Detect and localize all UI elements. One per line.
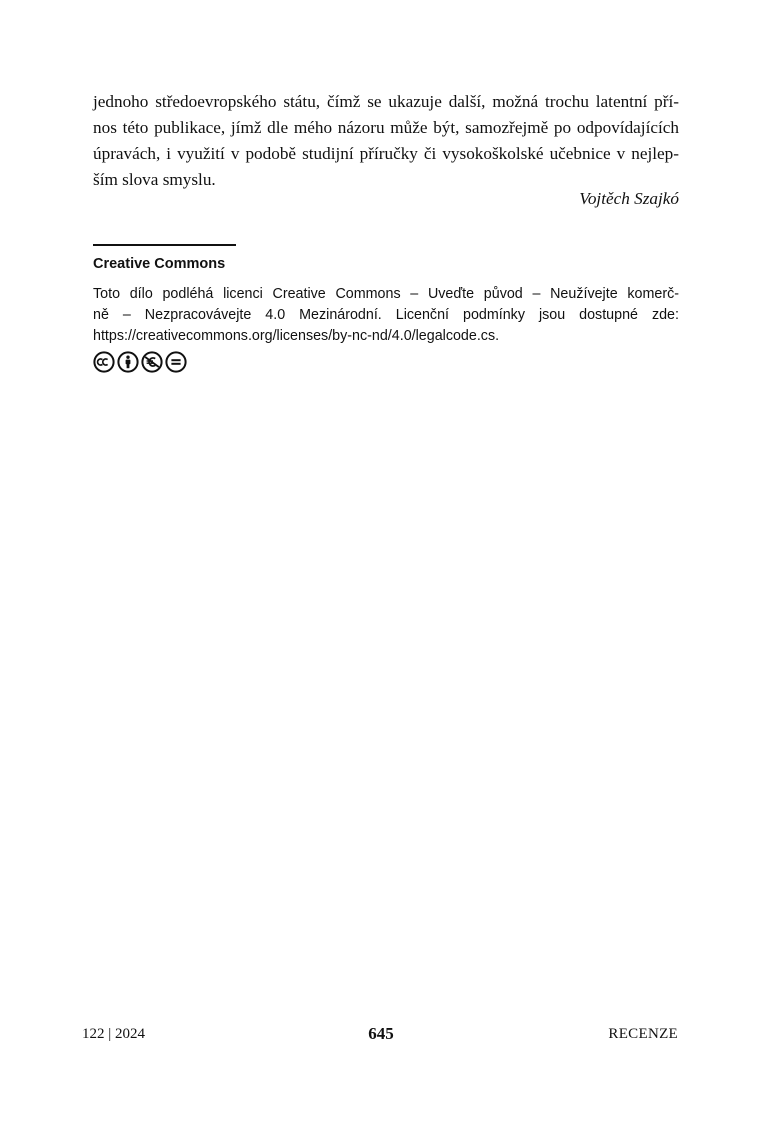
issue-number: 122 | 2024 [82, 1026, 146, 1042]
license-text [93, 284, 679, 347]
section-divider [93, 244, 236, 246]
by-attribution-icon [117, 351, 139, 373]
review-paragraph [93, 89, 679, 193]
license-icons [93, 351, 187, 373]
license-line: https://creativecommons.org/licenses/by-nc-nd/4.0/legalcode.cs. [93, 328, 500, 344]
section-name: RECENZE [608, 1026, 678, 1042]
license-heading: Creative Commons [93, 256, 226, 272]
page-number: 645 [368, 1024, 394, 1043]
license-line: Toto dílo podléhá licenci Creative Commons – Uveďte původ – Neužívejte komerč- [93, 286, 679, 302]
license-line: ně – Nezpracovávejte 4.0 Mezinárodní. Licenční podmínky jsou dostupné zde: [93, 307, 679, 323]
paragraph-line: jednoho středoevropského státu, čímž se ukazuje další, možná trochu latentní pří- [93, 92, 679, 111]
paragraph-line: úpravách, i využití v podobě studijní příručky či vysokoškolské učebnice v nejlep- [93, 144, 679, 163]
author-signature: Vojtěch Szajkó [579, 189, 679, 208]
nd-noderivatives-icon [165, 351, 187, 373]
nc-noncommercial-icon [141, 351, 163, 373]
paragraph-line: ším slova smyslu. [93, 170, 216, 189]
paragraph-line: nos této publikace, jímž dle mého názoru může být, samozřejmě po odpovídajících [93, 118, 679, 137]
cc-icon [93, 351, 115, 373]
